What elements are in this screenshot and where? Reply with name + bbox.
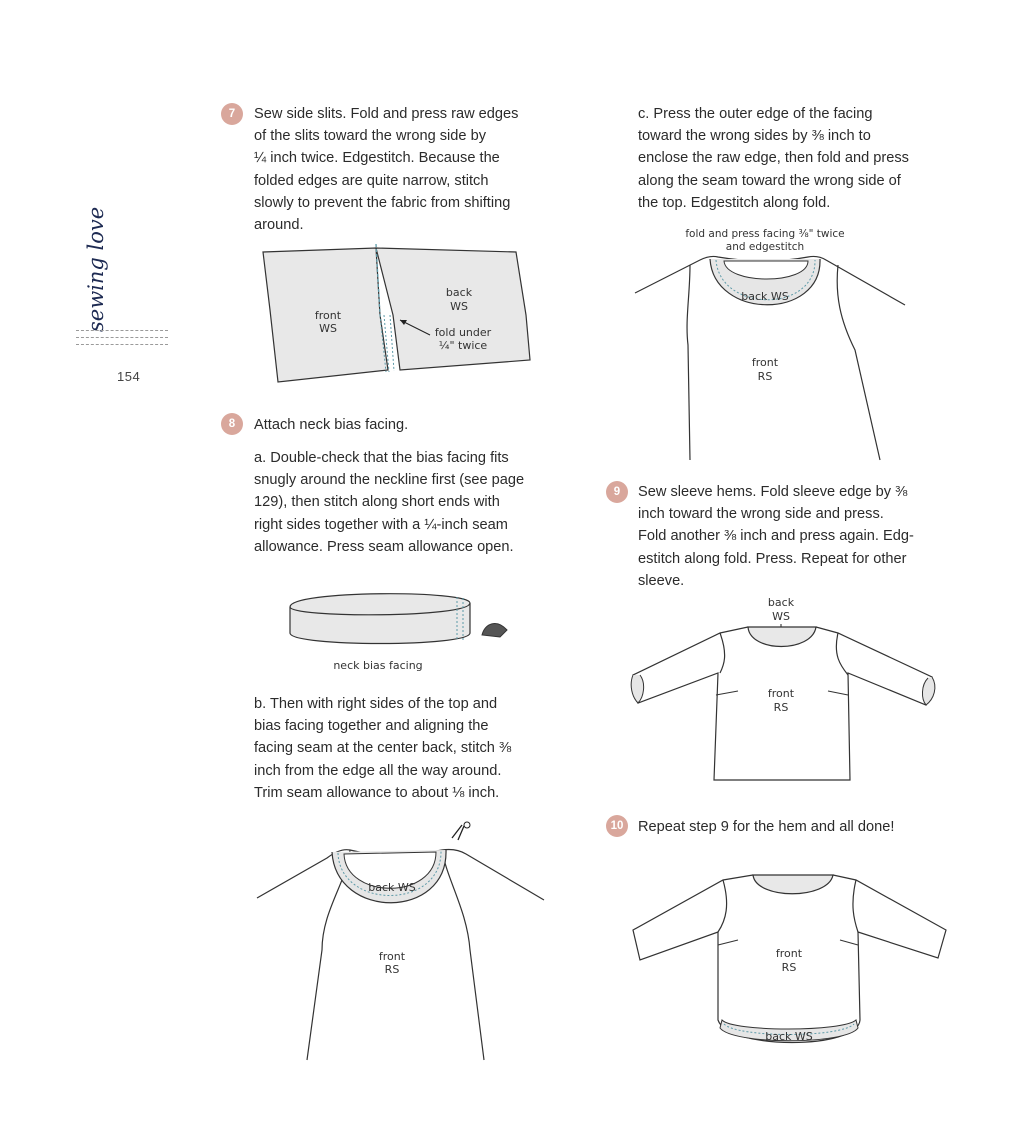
iron-icon xyxy=(482,624,507,637)
text-line: folded edges are quite narrow, stitch xyxy=(254,172,489,189)
step-8a-text xyxy=(254,447,524,558)
text-line: Fold another ⅜ inch and press again. Edg- xyxy=(638,528,914,545)
sleeve-cuff-left xyxy=(631,675,643,703)
rs-label: RS xyxy=(781,961,797,974)
step-8c-text xyxy=(638,103,909,214)
rs-label: RS xyxy=(757,370,773,383)
front-label: front xyxy=(767,687,795,700)
figure-caption: and edgestitch xyxy=(725,241,805,253)
neckline-b-illustration xyxy=(252,820,552,1065)
figure-caption: neck bias facing xyxy=(333,659,423,672)
book-title: sewing love xyxy=(84,206,108,332)
decorative-divider xyxy=(76,337,168,338)
text-line: slowly to prevent the fabric from shifting xyxy=(254,194,511,211)
front-label: front xyxy=(314,309,342,322)
text-line: enclose the raw edge, then fold and press xyxy=(638,150,909,167)
step-7-text xyxy=(254,103,518,236)
armhole-left xyxy=(687,265,690,460)
fold-note: ¼" twice xyxy=(438,339,488,352)
text-line: the top. Edgestitch along fold. xyxy=(638,194,831,211)
text-line: inch toward the wrong side and press. xyxy=(638,506,884,523)
text-line: 129), then stitch along short ends with xyxy=(254,494,500,511)
armhole-right xyxy=(442,850,484,1060)
text-line: snugly around the neckline first (see page xyxy=(254,472,525,489)
step-8b-text xyxy=(254,693,511,804)
step-number-9: 9 xyxy=(606,481,628,503)
step-number-8: 8 xyxy=(221,413,243,435)
scissors-icon xyxy=(452,825,464,840)
step-number-7: 7 xyxy=(221,103,243,125)
ws-label: WS xyxy=(772,610,790,623)
back-label: back xyxy=(767,596,795,609)
text-line: Sew side slits. Fold and press raw edges xyxy=(254,106,519,122)
rs-label: RS xyxy=(384,963,400,976)
front-label: front xyxy=(751,356,779,369)
text-line: around. xyxy=(254,217,304,234)
fold-note: fold under xyxy=(434,326,492,339)
text-line: toward the wrong sides by ⅜ inch to xyxy=(638,128,871,145)
back-ws-label: back WS xyxy=(368,881,416,894)
neck-opening xyxy=(748,627,816,647)
scissors-icon xyxy=(464,822,470,828)
text-line: facing seam at the center back, stitch ⅜ xyxy=(254,740,512,757)
finished-hem-illustration xyxy=(628,850,953,1050)
text-line: sleeve. xyxy=(638,572,685,589)
sleeve-cuff-right xyxy=(922,677,934,705)
rs-label: RS xyxy=(773,701,789,714)
text-line: b. Then with right sides of the top and xyxy=(254,696,498,712)
facing-loop-shape xyxy=(290,594,470,644)
step-9-text xyxy=(638,481,914,592)
text-line: c. Press the outer edge of the facing xyxy=(638,106,873,122)
back-ws-label: back WS xyxy=(741,290,789,303)
side-slit-illustration xyxy=(258,240,548,390)
text-line: along the seam toward the wrong side of xyxy=(638,172,901,189)
ws-label: WS xyxy=(450,300,468,313)
page-number: 154 xyxy=(117,369,141,384)
ws-label: WS xyxy=(319,322,337,335)
step-8-intro: Attach neck bias facing. xyxy=(254,417,409,433)
detail-lines xyxy=(718,940,858,945)
front-label: front xyxy=(378,950,406,963)
text-line: allowance. Press seam allowance open. xyxy=(254,538,514,555)
neck-opening xyxy=(753,875,833,894)
figure-caption: fold and press facing ⅜" twice xyxy=(685,228,845,240)
sleeve-hem-illustration xyxy=(628,595,938,790)
neckline-c-illustration xyxy=(630,225,960,465)
text-line: Sew sleeve hems. Fold sleeve edge by ⅜ xyxy=(638,484,908,500)
armhole-right xyxy=(837,265,880,460)
decorative-divider xyxy=(76,330,168,331)
text-line: of the slits toward the wrong side by xyxy=(254,128,486,145)
text-line: bias facing together and aligning the xyxy=(254,718,489,735)
back-label: back xyxy=(445,286,473,299)
text-line: ¼ inch twice. Edgestitch. Because the xyxy=(254,150,500,167)
step-number-10: 10 xyxy=(606,815,628,837)
bias-facing-illustration xyxy=(285,585,525,675)
step-10-text: Repeat step 9 for the hem and all done! xyxy=(638,819,895,835)
front-label: front xyxy=(775,947,803,960)
back-ws-label: back WS xyxy=(765,1030,813,1043)
text-line: inch from the edge all the way around. xyxy=(254,762,502,779)
text-line: Trim seam allowance to about ⅛ inch. xyxy=(254,784,500,801)
text-line: estitch along fold. Press. Repeat for other xyxy=(638,550,907,567)
decorative-divider xyxy=(76,344,168,345)
text-line: a. Double-check that the bias facing fits xyxy=(254,450,509,466)
text-line: right sides together with a ¼-inch seam xyxy=(254,516,508,533)
